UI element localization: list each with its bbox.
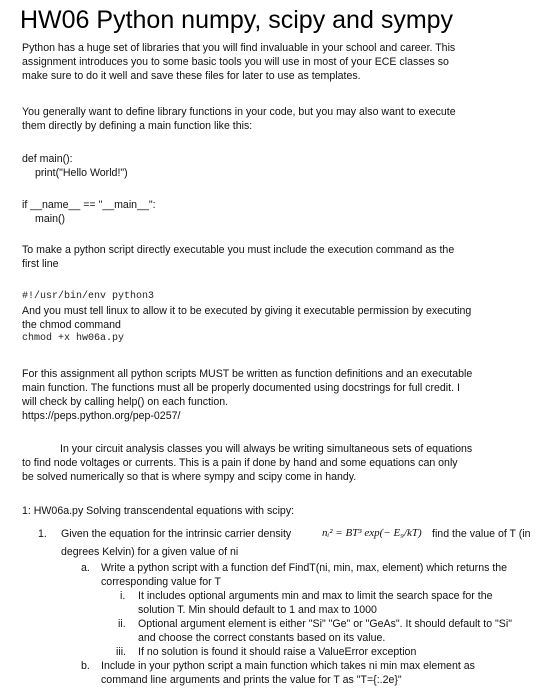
main-para-line-2: them directly by defining a main function like this:	[22, 120, 253, 132]
chmod-para-line-2: the chmod command	[22, 319, 121, 331]
code-def-main: def main():	[22, 153, 73, 165]
item-a-line-1: Write a python script with a function def FindT(ni, min, max, element) which returns the	[101, 562, 508, 574]
item-1-line-2: degrees Kelvin) for a given value of ni	[61, 546, 239, 558]
item-iii-marker: iii.	[116, 646, 127, 658]
assign-para-line-2: main function. The functions must all be properly documented using docstrings for full credit. I	[22, 382, 460, 394]
intro-line-1: Python has a huge set of libraries that you will find invaluable in your school and career. This	[22, 42, 456, 54]
item-b-marker: b.	[81, 660, 90, 672]
section-heading: 1: HW06a.py Solving transcendental equations with scipy:	[22, 505, 295, 517]
item-ii-marker: ii.	[118, 618, 126, 630]
item-a-line-2: corresponding value for T	[101, 576, 221, 588]
assign-para-line-1: For this assignment all python scripts MUST be written as function definitions and an executable	[22, 368, 473, 380]
circuit-para-line-2: to find node voltages or currents. This is a pain if done by hand and some equations can only	[22, 457, 458, 469]
item-ii-line-1: Optional argument element is either "Si" "Ge" or "GeAs". It should default to "Si"	[138, 618, 512, 630]
assign-para-line-3: will check by calling help() on each function.	[22, 396, 229, 408]
item-b-line-1: Include in your python script a main function which takes ni min max element as	[101, 660, 475, 672]
circuit-para-line-3: be solved numerically so that is where sympy and scipy come in handy.	[22, 471, 357, 483]
shebang-line: #!/usr/bin/env python3	[22, 291, 155, 302]
item-1-marker: 1.	[38, 528, 47, 540]
pep-link[interactable]: https://peps.python.org/pep-0257/	[22, 410, 181, 422]
item-i-line-2: solution T. Min should default to 1 and max to 1000	[138, 604, 377, 616]
intro-line-2: assignment introduces you to some basic tools you will use in most of your ECE classes so	[22, 56, 449, 68]
code-if-name: if __name__ == "__main__":	[22, 199, 156, 211]
exec-para-line-2: first line	[22, 258, 59, 270]
item-i-marker: i.	[120, 590, 126, 602]
intro-line-3: make sure to do it well and save these files for later to use as templates.	[22, 70, 361, 82]
page-title: HW06 Python numpy, scipy and sympy	[20, 6, 454, 34]
item-1-text-after: find the value of T (in	[432, 528, 531, 540]
main-para-line-1: You generally want to define library functions in your code, but you may also want to execute	[22, 106, 456, 118]
item-i-line-1: It includes optional arguments min and max to limit the search space for the	[138, 590, 493, 602]
item-1-text: Given the equation for the intrinsic carrier density	[61, 528, 292, 540]
item-ii-line-2: and choose the correct constants based on its value.	[138, 632, 386, 644]
chmod-command: chmod +x hw06a.py	[22, 333, 125, 344]
circuit-para-line-1: In your circuit analysis classes you will always be writing simultaneous sets of equations	[60, 443, 473, 455]
code-call-main: main()	[35, 213, 66, 225]
exec-para-line-1: To make a python script directly executable you must include the execution command as the	[22, 244, 455, 256]
item-iii-line-1: If no solution is found it should raise a ValueError exception	[138, 646, 417, 658]
carrier-density-equation: nᵢ² = BT³ exp(− E₉/kT)	[322, 527, 422, 539]
item-a-marker: a.	[81, 562, 90, 574]
item-b-line-2: command line arguments and prints the value for T as "T={:.2e}"	[101, 674, 402, 686]
code-print: print("Hello World!")	[35, 167, 128, 179]
chmod-para-line-1: And you must tell linux to allow it to be executed by giving it executable permission by executing	[22, 305, 472, 317]
